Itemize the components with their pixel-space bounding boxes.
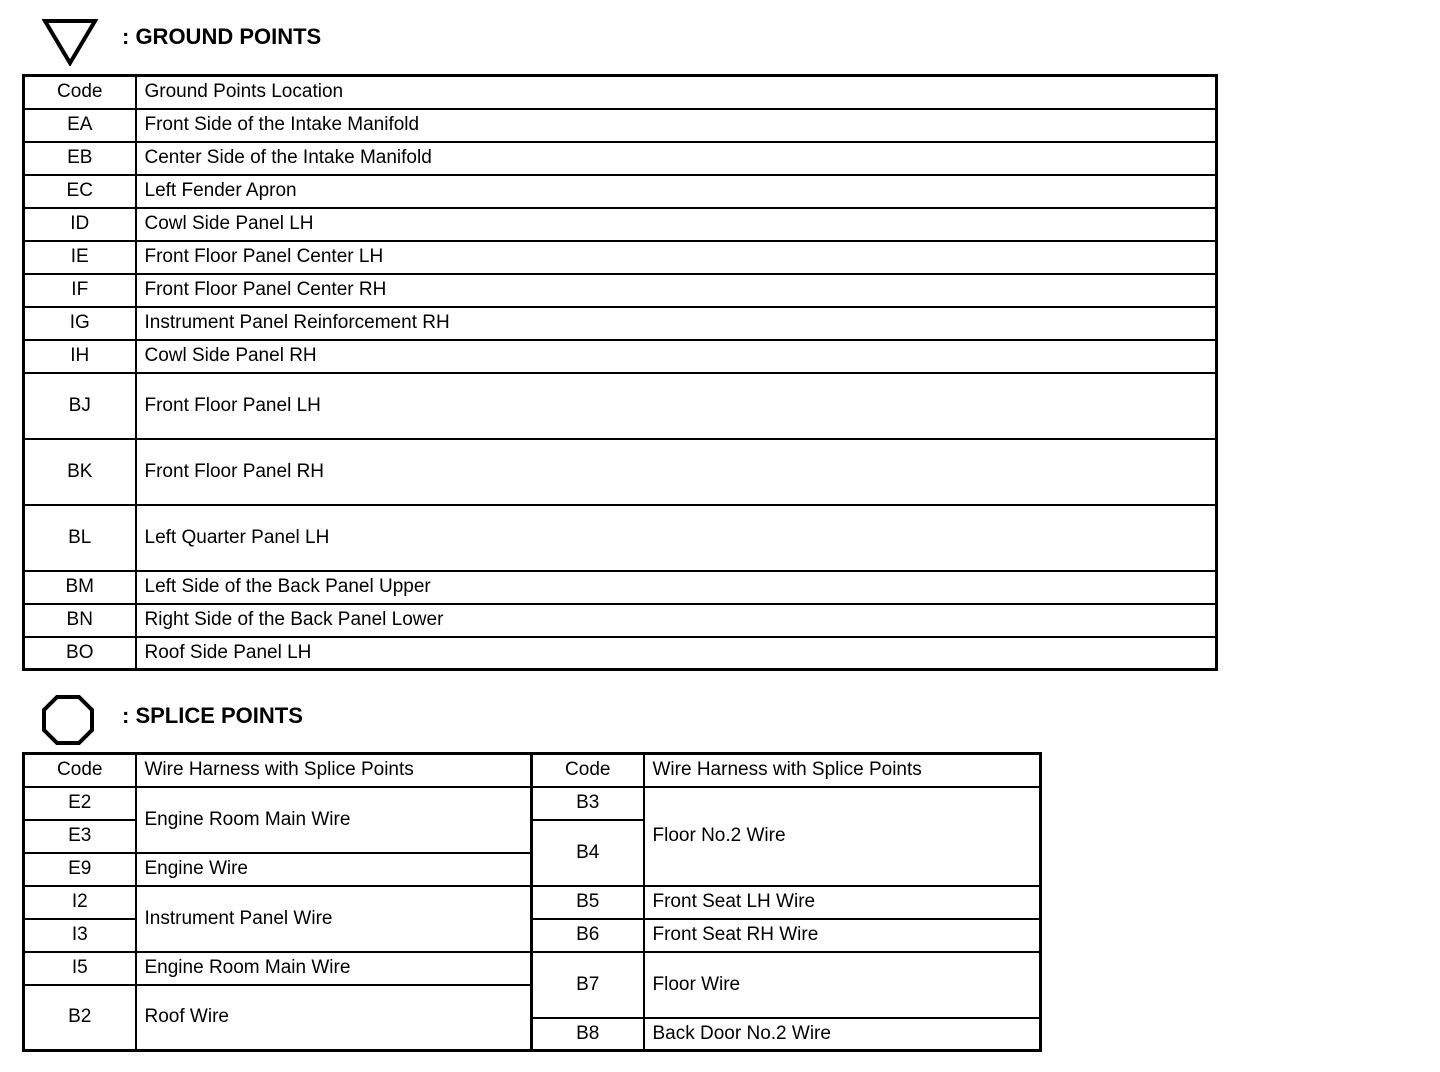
splice-points-table (22, 752, 1042, 1052)
splice-code: I5 (24, 952, 136, 985)
row-code: IE (24, 241, 136, 274)
splice-code: E3 (24, 820, 136, 853)
row-location: Cowl Side Panel RH (136, 340, 1217, 373)
header-code-right: Code (532, 754, 644, 787)
row-location: Left Quarter Panel LH (136, 505, 1217, 571)
table-row (24, 241, 1217, 274)
table-row (24, 373, 1217, 439)
row-location: Instrument Panel Reinforcement RH (136, 307, 1217, 340)
splice-code: B6 (532, 919, 644, 952)
row-code: IF (24, 274, 136, 307)
splice-octagon-icon (41, 694, 95, 746)
table-row (24, 604, 1217, 637)
table-row (24, 505, 1217, 571)
row-location: Front Floor Panel LH (136, 373, 1217, 439)
header-code: Code (24, 76, 136, 109)
table-row (24, 274, 1217, 307)
splice-harness: Instrument Panel Wire (136, 886, 532, 952)
row-code: BK (24, 439, 136, 505)
splice-harness: Roof Wire (136, 985, 532, 1051)
splice-code: I2 (24, 886, 136, 919)
row-location: Cowl Side Panel LH (136, 208, 1217, 241)
row-location: Roof Side Panel LH (136, 637, 1217, 670)
splice-code: B3 (532, 787, 644, 820)
table-row (24, 952, 1041, 985)
row-code: EA (24, 109, 136, 142)
row-location: Center Side of the Intake Manifold (136, 142, 1217, 175)
splice-points-title: : SPLICE POINTS (122, 703, 303, 728)
row-code: BJ (24, 373, 136, 439)
row-location: Front Side of the Intake Manifold (136, 109, 1217, 142)
row-code: BL (24, 505, 136, 571)
splice-code: B2 (24, 985, 136, 1051)
splice-code: B5 (532, 886, 644, 919)
splice-harness: Engine Room Main Wire (136, 952, 532, 985)
splice-code: B7 (532, 952, 644, 1018)
table-row (24, 787, 1041, 820)
header-harness-left: Wire Harness with Splice Points (136, 754, 532, 787)
row-location: Right Side of the Back Panel Lower (136, 604, 1217, 637)
table-header-row (24, 76, 1217, 109)
splice-harness: Engine Room Main Wire (136, 787, 532, 853)
table-row (24, 439, 1217, 505)
ground-points-table (22, 74, 1218, 671)
splice-code: B4 (532, 820, 644, 886)
table-row (24, 208, 1217, 241)
table-row (24, 571, 1217, 604)
table-row (24, 307, 1217, 340)
row-code: IH (24, 340, 136, 373)
splice-code: E2 (24, 787, 136, 820)
header-location: Ground Points Location (136, 76, 1217, 109)
row-code: EB (24, 142, 136, 175)
table-row (24, 175, 1217, 208)
splice-code: B8 (532, 1018, 644, 1051)
row-location: Left Side of the Back Panel Upper (136, 571, 1217, 604)
splice-code: I3 (24, 919, 136, 952)
row-location: Left Fender Apron (136, 175, 1217, 208)
row-location: Front Floor Panel Center LH (136, 241, 1217, 274)
row-code: IG (24, 307, 136, 340)
table-row (24, 637, 1217, 670)
splice-harness: Back Door No.2 Wire (644, 1018, 1041, 1051)
row-code: EC (24, 175, 136, 208)
splice-harness: Floor Wire (644, 952, 1041, 1018)
splice-harness: Floor No.2 Wire (644, 787, 1041, 886)
table-row (24, 886, 1041, 919)
splice-harness: Engine Wire (136, 853, 532, 886)
header-harness-right: Wire Harness with Splice Points (644, 754, 1041, 787)
splice-harness: Front Seat RH Wire (644, 919, 1041, 952)
row-location: Front Floor Panel Center RH (136, 274, 1217, 307)
row-code: ID (24, 208, 136, 241)
ground-points-title: : GROUND POINTS (122, 24, 322, 49)
splice-harness: Front Seat LH Wire (644, 886, 1041, 919)
row-location: Front Floor Panel RH (136, 439, 1217, 505)
table-row (24, 109, 1217, 142)
splice-code: E9 (24, 853, 136, 886)
row-code: BM (24, 571, 136, 604)
row-code: BO (24, 637, 136, 670)
table-header-row (24, 754, 1041, 787)
table-row (24, 142, 1217, 175)
header-code-left: Code (24, 754, 136, 787)
ground-triangle-icon (42, 18, 98, 66)
table-row (24, 340, 1217, 373)
row-code: BN (24, 604, 136, 637)
